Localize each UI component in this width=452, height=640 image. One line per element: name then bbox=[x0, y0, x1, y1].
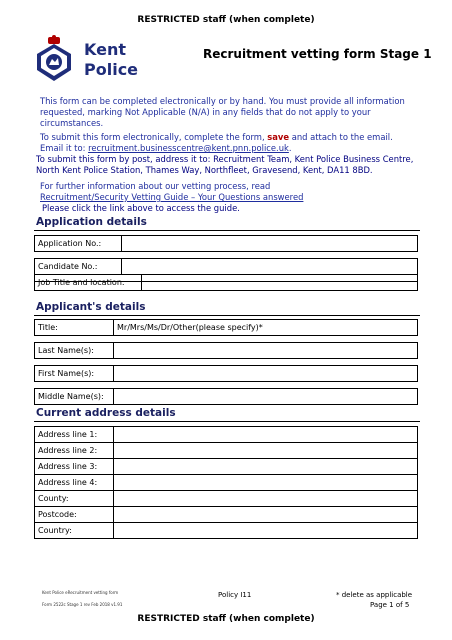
field-label-job-title: Job Title and location: bbox=[35, 275, 142, 291]
vetting-guide-link[interactable]: Recruitment/Security Vetting Guide – Your Questions answered bbox=[40, 192, 304, 202]
address-details-table bbox=[34, 426, 418, 539]
address-line-2-input[interactable] bbox=[114, 443, 418, 459]
section-applicants-details: Applicant's details bbox=[34, 300, 420, 316]
field-label-title: Title: bbox=[35, 320, 114, 336]
county-input[interactable] bbox=[114, 491, 418, 507]
kent-police-crest-icon bbox=[34, 34, 74, 84]
intro-paragraph-post: To submit this form by post, address it to: Recruitment Team, Kent Police Business Centre, North Kent Police Station, Thames Way, Northfleet, Gravesend, Kent, DA11 8BD. bbox=[36, 154, 414, 175]
candidate-no-input[interactable] bbox=[122, 259, 418, 275]
footer-page-number: Page 1 of 5 bbox=[370, 601, 410, 609]
address-line-1-input[interactable] bbox=[114, 427, 418, 443]
field-label-address-line-1: Address line 1: bbox=[35, 427, 114, 443]
country-input[interactable] bbox=[114, 523, 418, 539]
field-label-address-line-4: Address line 4: bbox=[35, 475, 114, 491]
footer-policy: Policy I11 bbox=[218, 591, 252, 599]
footer-form-name: Kent Police eRecruitment vetting form bbox=[42, 590, 119, 595]
application-no-input[interactable] bbox=[122, 236, 418, 252]
last-name-input[interactable] bbox=[114, 343, 418, 359]
applicant-details-table bbox=[34, 319, 418, 405]
intro-paragraph-1: This form can be completed electronically or by hand. You must provide all information requested, marking Not Applicable (N/A) in any fields that do not apply to your circumstances. bbox=[40, 96, 405, 128]
field-label-first-name: First Name(s): bbox=[35, 366, 114, 382]
logo-text-police: Police bbox=[84, 60, 139, 79]
intro-click-note: Please click the link above to access the guide. bbox=[42, 203, 240, 213]
field-label-address-line-2: Address line 2: bbox=[35, 443, 114, 459]
postcode-input[interactable] bbox=[114, 507, 418, 523]
restricted-footer: RESTRICTED staff (when complete) bbox=[137, 614, 315, 624]
intro-paragraph-further: For further information about our vetting process, read Recruitment/Security Vetting Guide – Your Questions answered bbox=[40, 181, 304, 202]
job-title-table bbox=[34, 274, 418, 291]
save-emphasis: save bbox=[267, 132, 290, 142]
footer-delete-note: * delete as applicable bbox=[336, 591, 413, 599]
first-name-input[interactable] bbox=[114, 366, 418, 382]
field-label-postcode: Postcode: bbox=[35, 507, 114, 523]
footer-form-ref: Form 2522c Stage 1 rev Feb 2018 v1.91 bbox=[42, 602, 123, 607]
field-label-last-name: Last Name(s): bbox=[35, 343, 114, 359]
field-label-middle-name: Middle Name(s): bbox=[35, 389, 114, 405]
title-input[interactable]: Mr/Mrs/Ms/Dr/Other(please specify)* bbox=[114, 320, 418, 336]
job-title-input[interactable] bbox=[142, 275, 418, 291]
address-line-4-input[interactable] bbox=[114, 475, 418, 491]
field-label-application-no: Application No.: bbox=[35, 236, 122, 252]
section-current-address: Current address details bbox=[34, 406, 420, 422]
intro-paragraph-2: To submit this form electronically, complete the form, save and attach to the email. Email it to: recruitment.businesscentre@kent.pnn.police.uk. bbox=[40, 132, 393, 153]
field-label-country: Country: bbox=[35, 523, 114, 539]
field-label-county: County: bbox=[35, 491, 114, 507]
restricted-header: RESTRICTED staff (when complete) bbox=[137, 15, 315, 25]
field-label-candidate-no: Candidate No.: bbox=[35, 259, 122, 275]
field-label-address-line-3: Address line 3: bbox=[35, 459, 114, 475]
form-title: Recruitment vetting form Stage 1 bbox=[203, 47, 432, 61]
section-application-details: Application details bbox=[34, 215, 420, 231]
middle-name-input[interactable] bbox=[114, 389, 418, 405]
email-link[interactable]: recruitment.businesscentre@kent.pnn.police.uk bbox=[88, 143, 289, 153]
logo-text-kent: Kent bbox=[84, 40, 127, 59]
address-line-3-input[interactable] bbox=[114, 459, 418, 475]
